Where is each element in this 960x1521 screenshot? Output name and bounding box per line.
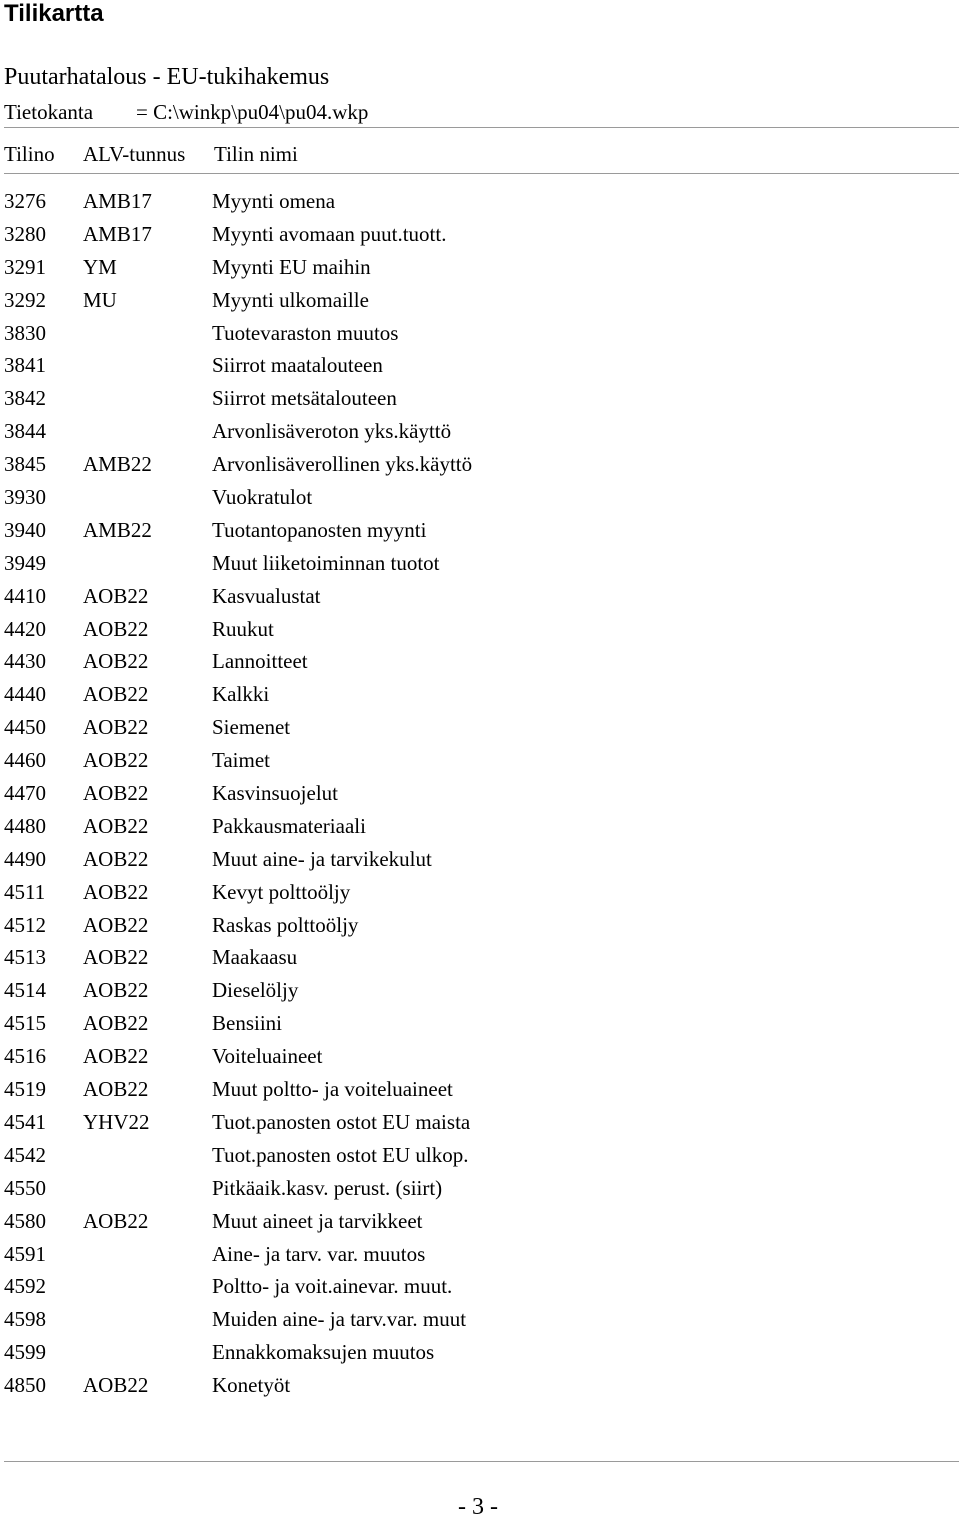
table-row [4, 1041, 954, 1074]
account-name: Muut aine- ja tarvikekulut [212, 846, 432, 871]
account-table-body [4, 186, 954, 1403]
account-name: Myynti ulkomaille [212, 287, 369, 312]
account-name: Myynti omena [212, 189, 336, 213]
account-number: 3830 [4, 320, 46, 345]
account-number: 3845 [4, 452, 46, 477]
account-name: Siirrot maatalouteen [212, 353, 383, 378]
table-row [4, 745, 954, 778]
account-number: 4480 [4, 813, 46, 838]
vat-code: AOB22 [83, 846, 149, 871]
vat-code: AMB22 [83, 452, 152, 477]
account-name: Tuot.panosten ostot EU ulkop. [212, 1142, 469, 1167]
table-row [4, 515, 954, 548]
vat-code: AOB22 [83, 583, 149, 608]
vat-code: AOB22 [83, 1208, 149, 1233]
account-name: Taimet [212, 748, 271, 773]
account-name: Maakaasu [212, 945, 298, 970]
table-row [4, 285, 954, 318]
vat-code: YHV22 [83, 1109, 150, 1134]
header-divider-top [4, 127, 959, 128]
account-number: 3930 [4, 485, 46, 510]
account-number: 3292 [4, 287, 46, 312]
vat-code: AOB22 [83, 912, 149, 937]
page-number: - 3 - [458, 1494, 498, 1520]
table-row [4, 844, 954, 877]
account-name: Siirrot metsätalouteen [212, 386, 397, 411]
database-label: Tietokanta [4, 100, 94, 124]
footer-divider [4, 1461, 959, 1462]
table-row [4, 548, 954, 581]
account-number: 3842 [4, 386, 46, 411]
account-number: 3841 [4, 353, 46, 378]
account-name: Pitkäaik.kasv. perust. (siirt) [212, 1175, 443, 1200]
account-number: 4512 [4, 912, 46, 937]
account-name: Bensiini [212, 1011, 283, 1036]
account-name: Lannoitteet [212, 649, 308, 674]
table-row [4, 318, 954, 351]
table-row [4, 581, 954, 614]
account-number: 4511 [4, 879, 46, 904]
account-number: 4599 [4, 1340, 46, 1365]
table-row [4, 383, 954, 416]
account-name: Vuokratulot [212, 485, 313, 510]
account-number: 4470 [4, 781, 46, 806]
table-row [4, 1337, 954, 1370]
account-name: Arvonlisäveroton yks.käyttö [212, 419, 452, 444]
account-name: Kevyt polttoöljy [212, 879, 351, 904]
account-number: 4430 [4, 649, 46, 674]
account-number: 4598 [4, 1307, 46, 1332]
account-number: 4420 [4, 616, 46, 641]
table-row [4, 646, 954, 679]
column-header-account-name: Tilin nimi [214, 142, 298, 166]
vat-code: AOB22 [83, 682, 149, 707]
table-row [4, 350, 954, 383]
vat-code: AOB22 [83, 748, 149, 773]
vat-code: AOB22 [83, 945, 149, 970]
account-number: 4440 [4, 682, 46, 707]
table-row [4, 1008, 954, 1041]
account-number: 3276 [4, 189, 46, 213]
table-row [4, 975, 954, 1008]
table-row [4, 1271, 954, 1304]
table-row [4, 449, 954, 482]
document-title: Tilikartta [4, 0, 104, 27]
table-row [4, 186, 954, 219]
account-number: 4490 [4, 846, 46, 871]
table-row [4, 614, 954, 647]
vat-code: MU [83, 287, 117, 312]
vat-code: AOB22 [83, 781, 149, 806]
account-number: 3940 [4, 517, 46, 542]
vat-code: AMB17 [83, 221, 152, 246]
table-row [4, 1074, 954, 1107]
account-name: Raskas polttoöljy [212, 912, 359, 937]
column-header-account-number: Tilino [4, 142, 55, 166]
table-row [4, 219, 954, 252]
account-name: Myynti avomaan puut.tuott. [212, 221, 447, 246]
account-name: Tuot.panosten ostot EU maista [212, 1109, 471, 1134]
table-row [4, 910, 954, 943]
vat-code: AOB22 [83, 879, 149, 904]
table-row [4, 416, 954, 449]
table-row [4, 1370, 954, 1403]
table-row [4, 1239, 954, 1272]
account-name: Kasvinsuojelut [212, 781, 338, 806]
table-row [4, 942, 954, 975]
account-number: 4514 [4, 978, 46, 1003]
table-row [4, 877, 954, 910]
vat-code: AOB22 [83, 616, 149, 641]
vat-code: AOB22 [83, 813, 149, 838]
account-number: 4519 [4, 1077, 46, 1102]
table-row [4, 252, 954, 285]
account-name: Myynti EU maihin [212, 254, 371, 279]
table-row [4, 679, 954, 712]
vat-code: AOB22 [83, 1044, 149, 1069]
account-number: 4592 [4, 1274, 46, 1299]
column-header-vat-code: ALV-tunnus [83, 142, 186, 166]
account-name: Muiden aine- ja tarv.var. muut [212, 1307, 467, 1332]
account-number: 4513 [4, 945, 46, 970]
account-number: 3280 [4, 221, 46, 246]
vat-code: AOB22 [83, 649, 149, 674]
account-name: Ennakkomaksujen muutos [212, 1340, 435, 1365]
account-name: Dieselöljy [212, 978, 299, 1003]
account-name: Tuotevaraston muutos [212, 320, 399, 345]
account-number: 4516 [4, 1044, 46, 1069]
account-number: 4541 [4, 1109, 46, 1134]
account-number: 4450 [4, 715, 46, 740]
account-name: Kasvualustat [212, 583, 321, 608]
account-name: Pakkausmateriaali [212, 813, 366, 838]
table-row [4, 1206, 954, 1239]
database-path: = C:\winkp\pu04\pu04.wkp [136, 100, 369, 124]
account-number: 3949 [4, 550, 46, 575]
table-row [4, 1304, 954, 1337]
account-number: 4580 [4, 1208, 46, 1233]
vat-code: AOB22 [83, 1077, 149, 1102]
account-number: 4550 [4, 1175, 46, 1200]
table-row [4, 1173, 954, 1206]
account-number: 4460 [4, 748, 46, 773]
table-row [4, 811, 954, 844]
vat-code: AOB22 [83, 1373, 149, 1398]
account-number: 3291 [4, 254, 46, 279]
account-number: 4515 [4, 1011, 46, 1036]
table-row [4, 482, 954, 515]
account-number: 4542 [4, 1142, 46, 1167]
account-number: 4410 [4, 583, 46, 608]
account-number: 3844 [4, 419, 46, 444]
account-name: Konetyöt [212, 1373, 291, 1398]
account-name: Muut poltto- ja voiteluaineet [212, 1077, 453, 1102]
account-name: Tuotantopanosten myynti [212, 517, 427, 542]
table-row [4, 1140, 954, 1173]
account-name: Muut liiketoiminnan tuotot [212, 550, 440, 575]
header-divider-bottom [4, 173, 959, 174]
account-name: Ruukut [212, 616, 274, 641]
account-name: Voiteluaineet [212, 1044, 323, 1069]
vat-code: AOB22 [83, 1011, 149, 1036]
account-name: Muut aineet ja tarvikkeet [212, 1208, 423, 1233]
account-name: Kalkki [212, 682, 270, 707]
database-line [4, 99, 368, 125]
table-row [4, 1107, 954, 1140]
document-subtitle: Puutarhatalous - EU-tukihakemus [4, 64, 330, 90]
vat-code: AMB22 [83, 517, 152, 542]
vat-code: AOB22 [83, 978, 149, 1003]
account-number: 4591 [4, 1241, 46, 1266]
table-row [4, 712, 954, 745]
account-name: Aine- ja tarv. var. muutos [212, 1241, 426, 1266]
account-name: Arvonlisäverollinen yks.käyttö [212, 452, 473, 477]
vat-code: AOB22 [83, 715, 149, 740]
account-name: Poltto- ja voit.ainevar. muut. [212, 1274, 453, 1299]
vat-code: YM [83, 254, 117, 279]
account-number: 4850 [4, 1373, 46, 1398]
table-row [4, 778, 954, 811]
account-name: Siemenet [212, 715, 291, 740]
vat-code: AMB17 [83, 189, 152, 213]
